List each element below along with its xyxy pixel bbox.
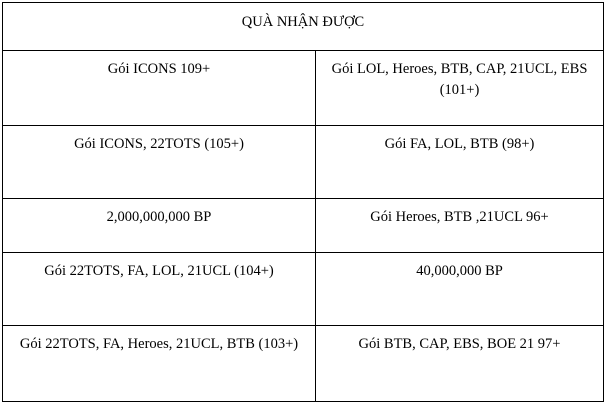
table-row (3, 253, 604, 326)
table-cell (3, 326, 316, 402)
reward-text: Gói BTB, CAP, EBS, BOE 21 97+ (358, 336, 561, 352)
reward-text: Gói 22TOTS, FA, Heroes, 21UCL, BTB (103+) (19, 336, 299, 352)
reward-text: 40,000,000 BP (416, 263, 503, 279)
table-cell (3, 51, 316, 126)
table-row (3, 326, 604, 402)
reward-text: Gói ICONS 109+ (107, 61, 211, 77)
reward-text: Gói FA, LOL, BTB (98+) (384, 136, 535, 152)
table-cell (316, 326, 604, 402)
table-cell (3, 126, 316, 199)
rewards-table (2, 2, 604, 402)
reward-text: 2,000,000,000 BP (106, 209, 212, 225)
table-cell (316, 126, 604, 199)
reward-text: Gói LOL, Heroes, BTB, CAP, 21UCL, EBS (101+) (331, 61, 588, 98)
table-cell (316, 199, 604, 253)
table-header: QUÀ NHẬN ĐƯỢC (3, 3, 604, 51)
table-cell (3, 199, 316, 253)
table-cell (3, 253, 316, 326)
table-cell (316, 253, 604, 326)
table-row (3, 51, 604, 126)
table-row (3, 126, 604, 199)
header-row (3, 3, 604, 51)
table-cell (316, 51, 604, 126)
reward-text: Gói ICONS, 22TOTS (105+) (74, 136, 244, 152)
reward-text: Gói 22TOTS, FA, LOL, 21UCL (104+) (44, 263, 274, 279)
table-row (3, 199, 604, 253)
reward-text: Gói Heroes, BTB ,21UCL 96+ (370, 209, 549, 225)
